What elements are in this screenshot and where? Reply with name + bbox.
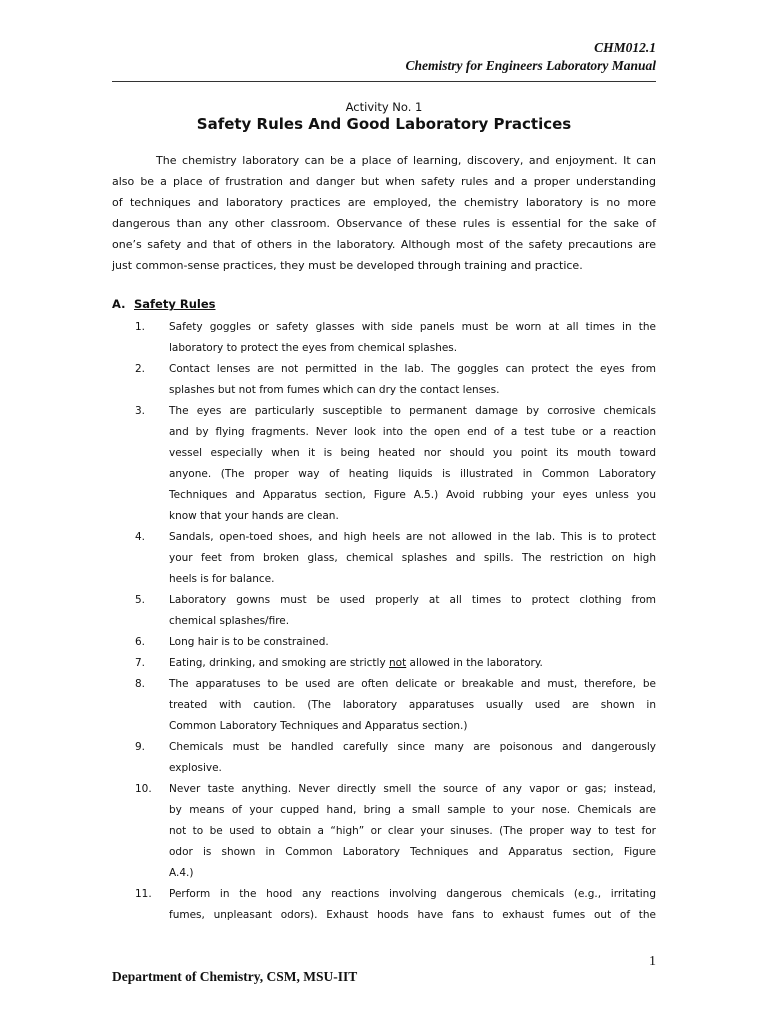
rule-number: 8. bbox=[135, 678, 146, 690]
list-item bbox=[112, 590, 656, 632]
list-item bbox=[112, 401, 656, 527]
rule-line: chemical splashes/fire. bbox=[169, 615, 290, 627]
rule-line: treated with caution. (The laboratory apparatuses usually used are shown in bbox=[169, 699, 656, 711]
rule-line: know that your hands are clean. bbox=[169, 510, 339, 522]
rule-line: laboratory to protect the eyes from chemical splashes. bbox=[169, 342, 458, 354]
rule-number: 2. bbox=[135, 363, 146, 375]
intro-line: dangerous than any other classroom. Observance of these rules is essential for the sake of bbox=[112, 217, 656, 230]
rule-text: Eating, drinking, and smoking are strictly bbox=[169, 657, 390, 669]
list-item bbox=[112, 779, 656, 884]
page-number: 1 bbox=[649, 954, 656, 969]
header-divider bbox=[112, 81, 656, 82]
rule-line: odor is shown in Common Laboratory Techniques and Apparatus section, Figure bbox=[169, 846, 656, 858]
rule-line: Perform in the hood any reactions involving dangerous chemicals (e.g., irritating bbox=[169, 888, 656, 900]
rule-line: your feet from broken glass, chemical splashes and spills. The restriction on high bbox=[169, 552, 656, 564]
section-heading bbox=[112, 297, 215, 311]
intro-line: also be a place of frustration and danger but when safety rules and a proper understanding bbox=[112, 175, 656, 188]
list-item bbox=[112, 653, 656, 674]
list-item bbox=[112, 317, 656, 359]
list-item bbox=[112, 674, 656, 737]
footer-department: Department of Chemistry, CSM, MSU-IIT bbox=[112, 969, 358, 984]
emphasis-not: not bbox=[389, 657, 407, 669]
rule-line: heels is for balance. bbox=[169, 573, 275, 585]
list-item bbox=[112, 632, 656, 653]
rule-line: Laboratory gowns must be used properly at all times to protect clothing from bbox=[169, 594, 656, 606]
rule-line: vessel especially when it is being heated nor should you point its mouth toward bbox=[169, 447, 656, 459]
intro-line: The chemistry laboratory can be a place of learning, discovery, and enjoyment. It can bbox=[156, 154, 656, 167]
rule-number: 7. bbox=[135, 657, 146, 669]
rule-number: 4. bbox=[135, 531, 146, 543]
list-item bbox=[112, 884, 656, 926]
rule-line: Long hair is to be constrained. bbox=[169, 636, 329, 648]
rule-line: Common Laboratory Techniques and Apparatus section.) bbox=[169, 720, 468, 732]
list-item bbox=[112, 527, 656, 590]
rule-line: Safety goggles or safety glasses with side panels must be worn at all times in the bbox=[169, 321, 656, 333]
rule-line: Techniques and Apparatus section, Figure A.5.) Avoid rubbing your eyes unless you bbox=[169, 489, 656, 501]
manual-title: Chemistry for Engineers Laboratory Manual bbox=[405, 58, 656, 73]
rule-number: 3. bbox=[135, 405, 146, 417]
rule-number: 11. bbox=[135, 888, 152, 900]
rule-line: anyone. (The proper way of heating liquids is illustrated in Common Laboratory bbox=[169, 468, 656, 480]
rule-line: Never taste anything. Never directly smell the source of any vapor or gas; instead, bbox=[169, 783, 656, 795]
rule-line: A.4.) bbox=[169, 867, 194, 879]
rule-number: 6. bbox=[135, 636, 146, 648]
activity-label: Activity No. 1 bbox=[345, 100, 423, 114]
page-title: Safety Rules And Good Laboratory Practices bbox=[196, 115, 572, 133]
course-code: CHM012.1 bbox=[594, 40, 656, 55]
list-item bbox=[112, 359, 656, 401]
section-letter: A. bbox=[112, 297, 126, 311]
rule-line: Contact lenses are not permitted in the lab. The goggles can protect the eyes from bbox=[169, 363, 656, 375]
intro-line: of techniques and laboratory practices are employed, the chemistry laboratory is no more bbox=[112, 196, 656, 209]
rule-line: not to be used to obtain a “high” or clear your sinuses. (The proper way to test for bbox=[169, 825, 656, 837]
rule-line: explosive. bbox=[169, 762, 222, 774]
rule-line: splashes but not from fumes which can dry the contact lenses. bbox=[169, 384, 500, 396]
rule-line bbox=[169, 653, 656, 674]
rule-line: The eyes are particularly susceptible to permanent damage by corrosive chemicals bbox=[169, 405, 656, 417]
rule-line: by means of your cupped hand, bring a small sample to your nose. Chemicals are bbox=[169, 804, 656, 816]
intro-line: just common-sense practices, they must be developed through training and practice. bbox=[112, 259, 583, 272]
rule-line: Sandals, open-toed shoes, and high heels are not allowed in the lab. This is to protect bbox=[169, 531, 656, 543]
rule-number: 5. bbox=[135, 594, 146, 606]
rule-number: 1. bbox=[135, 321, 146, 333]
intro-paragraph bbox=[112, 150, 656, 276]
rule-line: and by flying fragments. Never look into the open end of a test tube or a reaction bbox=[169, 426, 656, 438]
rule-line: Chemicals must be handled carefully since many are poisonous and dangerously bbox=[169, 741, 656, 753]
rule-line: The apparatuses to be used are often delicate or breakable and must, therefore, be bbox=[169, 678, 656, 690]
section-title: Safety Rules bbox=[134, 297, 216, 311]
rule-text: allowed in the laboratory. bbox=[406, 657, 543, 669]
rule-number: 9. bbox=[135, 741, 146, 753]
safety-rules-list bbox=[112, 317, 656, 926]
rule-number: 10. bbox=[135, 783, 152, 795]
intro-line: one’s safety and that of others in the laboratory. Although most of the safety precautions are bbox=[112, 238, 656, 251]
rule-line: fumes, unpleasant odors). Exhaust hoods have fans to exhaust fumes out of the bbox=[169, 909, 656, 921]
list-item bbox=[112, 737, 656, 779]
